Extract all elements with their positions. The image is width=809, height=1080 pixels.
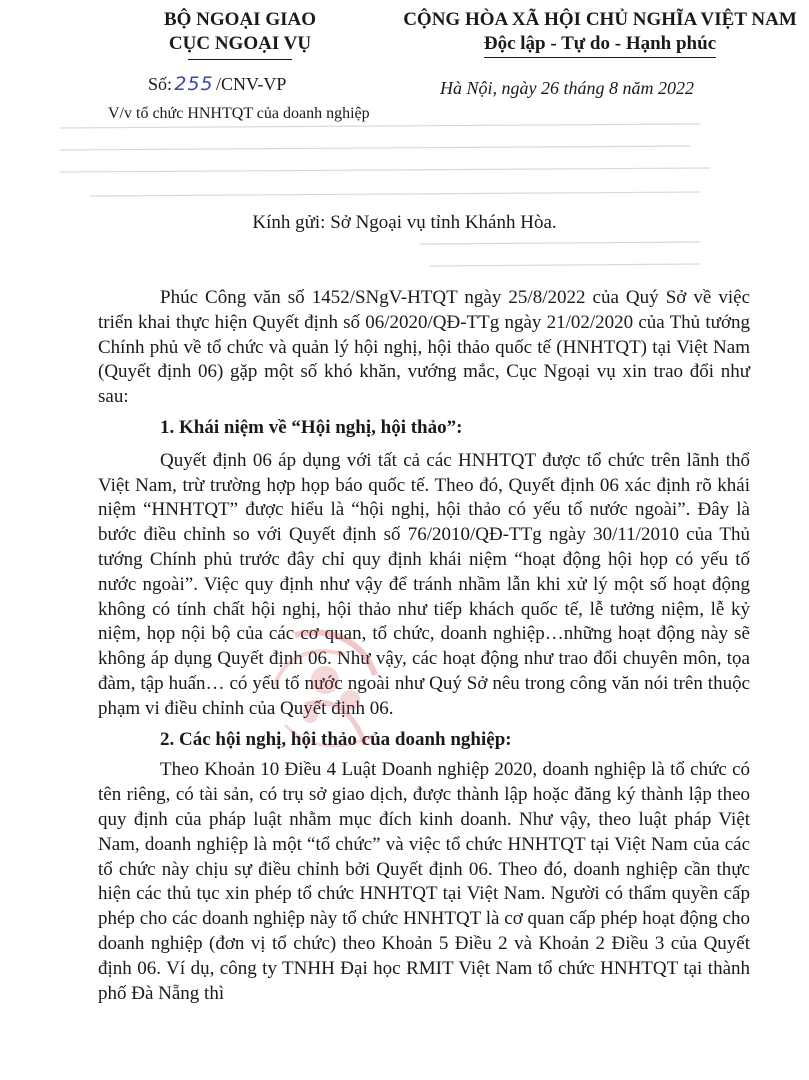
number-prefix: Số: xyxy=(148,74,173,94)
handwritten-number: 255 xyxy=(174,73,214,95)
national-motto: Độc lập - Tự do - Hạnh phúc xyxy=(484,32,716,58)
intro-paragraph: Phúc Công văn số 1452/SNgV-HTQT ngày 25/8/2022 của Quý Sở về việc triển khai thực hiện Quyết định số 06/2020/QĐ-TTg ngày 21/02/2020 của Thủ tướng Chính phủ về tổ chức và quản lý hội nghị, hội thảo quốc tế (HNHTQT) tại Việt Nam (Quyết định 06) gặp một số khó khăn, vướng mắc, Cục Ngoại vụ xin trao đổi như sau: xyxy=(98,287,750,408)
place-and-date: Hà Nội, ngày 26 tháng 8 năm 2022 xyxy=(440,78,694,98)
issuing-agency xyxy=(120,8,360,56)
national-title xyxy=(400,8,800,58)
section-1-heading: 1. Khái niệm về “Hội nghị, hội thảo”: xyxy=(160,416,463,438)
letter-body xyxy=(98,286,750,1006)
document-subject: V/v tổ chức HNHTQT của doanh nghiệp xyxy=(108,105,370,122)
document-number xyxy=(148,72,286,96)
department-name: CỤC NGOẠI VỤ xyxy=(168,33,312,54)
section-1-paragraph: Quyết định 06 áp dụng với tất cả các HNHTQT được tổ chức trên lãnh thổ Việt Nam, trừ trường hợp họp báo quốc tế. Theo đó, Quyết định 06 xác định rõ khái niệm “HNHTQT” được hiểu là “hội nghị, hội thảo có yếu tố nước ngoài”. Đây là bước điều chỉnh so với Quyết định số 76/2010/QĐ-TTg ngày 30/11/2010 của Thủ tướng Chính phủ trước đây chỉ quy định khái niệm “hoạt động hội họp có yếu tố nước ngoài”. Việc quy định như vậy để tránh nhầm lẫn khi xử lý một số hoạt động không có tính chất hội nghị, hội thảo như tiếp khách quốc tế, lễ tưởng niệm, lễ kỷ niệm, họp nội bộ của các cơ quan, tổ chức, doanh nghiệp…những hoạt động này sẽ không áp dụng Quyết định 06. Như vậy, các hoạt động như trao đổi chuyên môn, tọa đàm, tập huấn… có yếu tố nước ngoài như Quý Sở nêu trong công văn nói trên thuộc phạm vi điều chỉnh của Quyết định 06. xyxy=(98,449,750,719)
number-suffix: /CNV-VP xyxy=(216,74,287,94)
section-2-heading: 2. Các hội nghị, hội thảo của doanh nghiệp: xyxy=(160,728,512,750)
ministry-name: BỘ NGOẠI GIAO xyxy=(163,9,317,30)
country-name: CỘNG HÒA XÃ HỘI CHỦ NGHĨA VIỆT NAM xyxy=(403,9,797,30)
section-2-paragraph: Theo Khoản 10 Điều 4 Luật Doanh nghiệp 2020, doanh nghiệp là tổ chức có tên riêng, có tài sản, có trụ sở giao dịch, được thành lập hoặc đăng ký thành lập theo quy định của pháp luật nhằm mục đích kinh doanh. Như vậy, theo luật pháp Việt Nam, doanh nghiệp là một “tổ chức” và việc tổ chức HNHTQT tại Việt Nam của các tổ chức này chịu sự điều chỉnh bởi Quyết định 06. Theo đó, doanh nghiệp cần thực hiện các thủ tục xin phép tổ chức HNHTQT tại Việt Nam. Người có thẩm quyền cấp phép cho các doanh nghiệp này tổ chức HNHTQT là cơ quan cấp phép hoạt động cho doanh nghiệp (đơn vị tổ chức) theo Khoản 5 Điều 2 và Khoản 2 Điều 3 của Quyết định 06. Ví dụ, công ty TNHH Đại học RMIT Việt Nam tổ chức HNHTQT tại thành phố Đà Nẵng thì xyxy=(98,759,750,1004)
agency-underline xyxy=(188,59,292,60)
salutation: Kính gửi: Sở Ngoại vụ tỉnh Khánh Hòa. xyxy=(252,212,557,233)
